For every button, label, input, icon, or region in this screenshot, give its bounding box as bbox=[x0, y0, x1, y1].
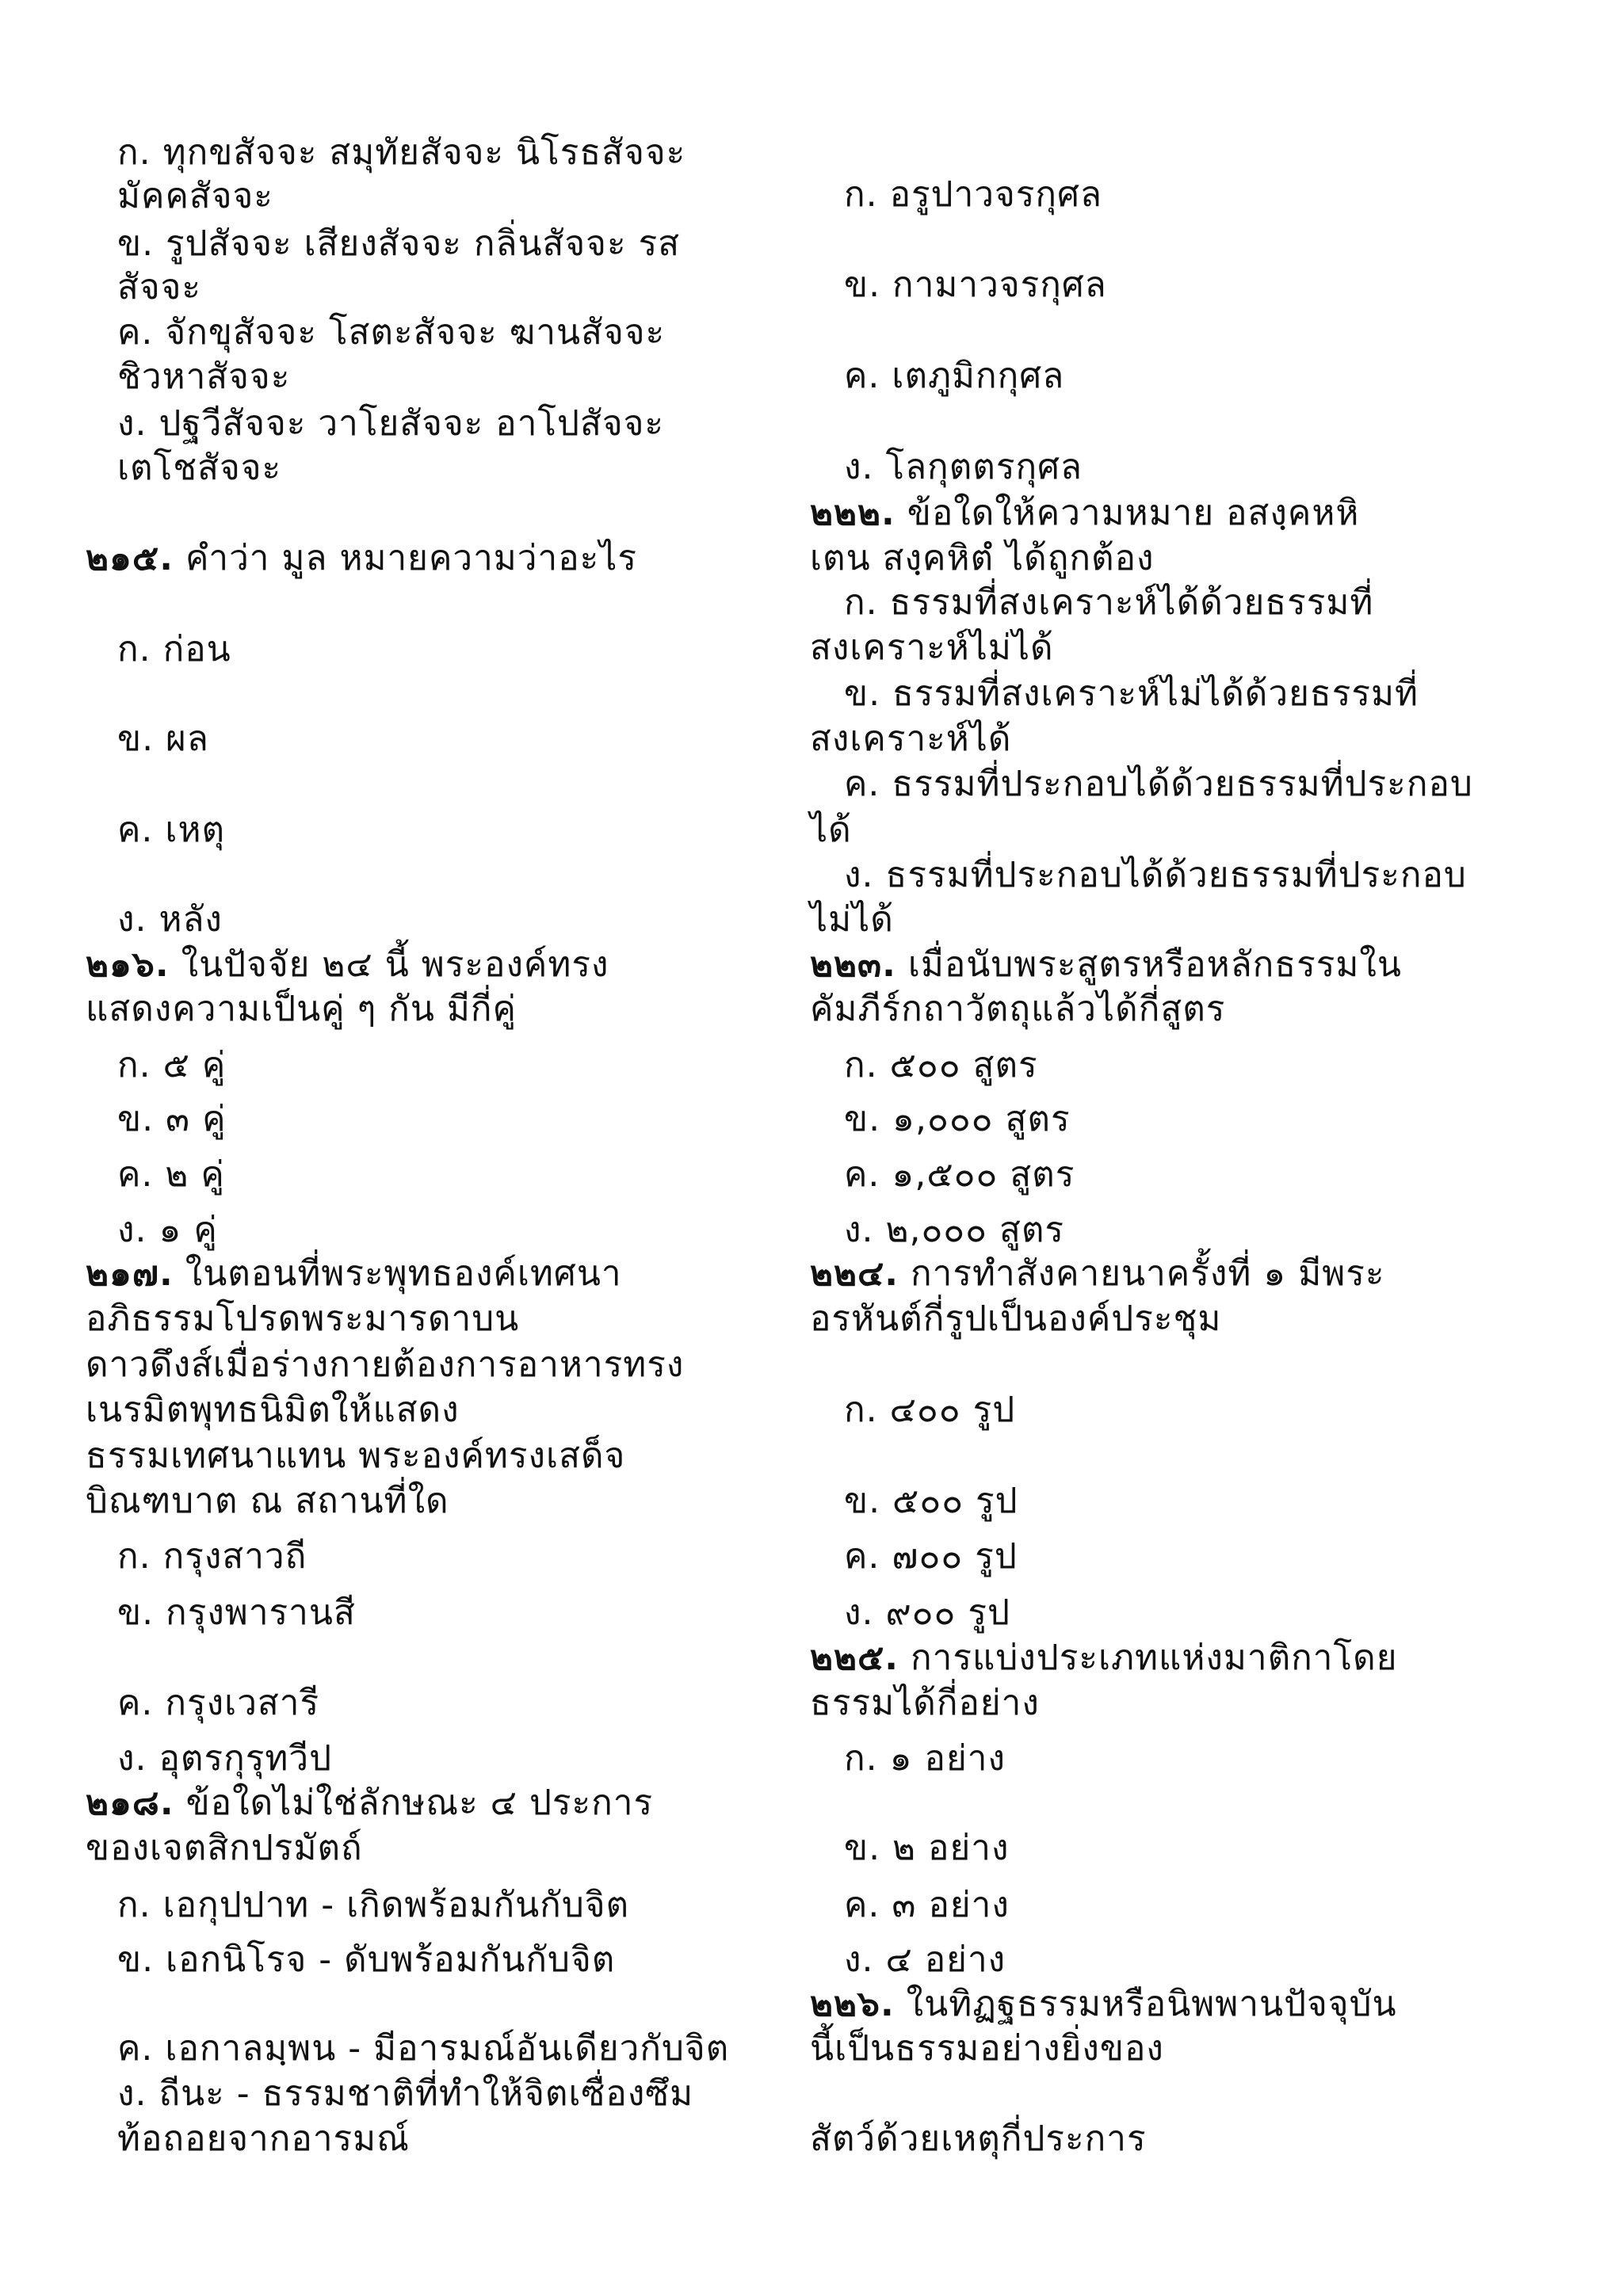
option-b: ข. ๕๐๐ รูป bbox=[844, 1481, 1018, 1521]
option-b-cont: สงเคราะห์ได้ bbox=[810, 719, 1012, 759]
question-223 bbox=[810, 943, 1402, 987]
question-text-cont: แสดงความเป็นคู่ ๆ กัน มีกี่คู่ bbox=[86, 989, 517, 1029]
option-b: ข. รูปสัจจะ เสียงสัจจะ กลิ่นสัจจะ รส bbox=[117, 223, 681, 264]
option-a: ก. ๑ อย่าง bbox=[844, 1738, 1006, 1779]
question-number: ๒๑๗. bbox=[86, 1253, 174, 1294]
option-a: ก. ๔๐๐ รูป bbox=[844, 1390, 1016, 1430]
question-text-cont: อรหันต์กี่รูปเป็นองค์ประชุม bbox=[810, 1299, 1222, 1339]
question-number: ๒๒๓. bbox=[810, 944, 896, 985]
question-text: การทำสังคายนาครั้งที่ ๑ มีพระ bbox=[911, 1253, 1385, 1294]
option-d: ง. หลัง bbox=[117, 899, 223, 940]
question-225 bbox=[810, 1636, 1398, 1680]
question-text-cont: นี้เป็นธรรมอย่างยิ่งของ bbox=[810, 2028, 1164, 2069]
question-text-cont: คัมภีร์กถาวัตถุแล้วได้กี่สูตร bbox=[810, 989, 1226, 1029]
option-a: ก. ๕ คู่ bbox=[117, 1045, 227, 1085]
option-d-cont: ท้อถอยจากอารมณ์ bbox=[117, 2119, 410, 2159]
option-b: ข. ๓ คู่ bbox=[117, 1099, 227, 1139]
question-text: การแบ่งประเภทแห่งมาติกาโดย bbox=[911, 1638, 1398, 1678]
question-215 bbox=[86, 536, 637, 581]
option-c: ค. ธรรมที่ประกอบได้ด้วยธรรมที่ประกอบ bbox=[844, 764, 1473, 804]
question-text-cont: เนรมิตพุทธนิมิตให้แสดง bbox=[86, 1390, 460, 1430]
question-number: ๒๒๖. bbox=[810, 1984, 895, 2024]
option-d: ง. ธรรมที่ประกอบได้ด้วยธรรมที่ประกอบ bbox=[844, 855, 1467, 895]
question-text-cont: ธรรมได้กี่อย่าง bbox=[810, 1683, 1040, 1723]
option-d: ง. ๙๐๐ รูป bbox=[844, 1592, 1010, 1633]
option-d: ง. โลกุตตรกุศล bbox=[844, 447, 1083, 487]
question-text-cont: อภิธรรมโปรดพระมารดาบน bbox=[86, 1299, 520, 1339]
question-number: ๒๑๕. bbox=[86, 538, 174, 578]
option-a-cont: มัคคสัจจะ bbox=[117, 176, 273, 216]
option-c: ค. ๑,๕๐๐ สูตร bbox=[844, 1154, 1075, 1195]
option-a: ก. กรุงสาวถี bbox=[117, 1536, 307, 1577]
option-d: ง. อุตรกุรุทวีป bbox=[117, 1738, 333, 1779]
option-d: ง. ๒,๐๐๐ สูตร bbox=[844, 1210, 1065, 1250]
question-text: ในปัจจัย ๒๔ นี้ พระองค์ทรง bbox=[181, 944, 609, 985]
question-text: คำว่า มูล หมายความว่าอะไร bbox=[185, 538, 638, 578]
question-216 bbox=[86, 943, 609, 987]
question-text-cont: ดาวดึงส์เมื่อร่างกายต้องการอาหารทรง bbox=[86, 1344, 685, 1385]
question-text-cont: ธรรมเทศนาแทน พระองค์ทรงเสด็จ bbox=[86, 1436, 626, 1476]
question-number: ๒๑๖. bbox=[86, 944, 170, 985]
question-number: ๒๒๕. bbox=[810, 1638, 899, 1678]
option-c: ค. เตภูมิกกุศล bbox=[844, 356, 1065, 396]
option-b: ข. ผล bbox=[117, 719, 209, 759]
option-c: ค. ๒ คู่ bbox=[117, 1154, 225, 1195]
question-number: ๒๑๘. bbox=[86, 1783, 174, 1823]
question-number: ๒๒๒. bbox=[810, 493, 896, 533]
question-224 bbox=[810, 1252, 1385, 1296]
option-a: ก. ทุกขสัจจะ สมุทัยสัจจะ นิโรธสัจจะ bbox=[117, 132, 686, 173]
option-c-cont: ชิวหาสัจจะ bbox=[117, 357, 291, 397]
question-text-cont: เตน สงฺคหิตํ ได้ถูกต้อง bbox=[810, 538, 1155, 578]
option-d: ง. ปฐวีสัจจะ วาโยสัจจะ อาโปสัจจะ bbox=[117, 403, 665, 444]
question-text: ในตอนที่พระพุทธองค์เทศนา bbox=[185, 1253, 622, 1294]
option-c: ค. กรุงเวสารี bbox=[117, 1683, 320, 1723]
question-text-cont: บิณฑบาต ณ สถานที่ใด bbox=[86, 1481, 449, 1521]
question-217 bbox=[86, 1252, 622, 1296]
option-a: ก. เอกุปปาท - เกิดพร้อมกันกับจิต bbox=[117, 1885, 630, 1925]
option-d: ง. ๑ คู่ bbox=[117, 1210, 218, 1250]
option-c: ค. เหตุ bbox=[117, 810, 226, 850]
option-a-cont: สงเคราะห์ไม่ได้ bbox=[810, 627, 1054, 668]
option-b: ข. ๑,๐๐๐ สูตร bbox=[844, 1099, 1071, 1139]
option-a: ก. ๕๐๐ สูตร bbox=[844, 1045, 1038, 1085]
option-b: ข. กรุงพารานสี bbox=[117, 1592, 356, 1633]
question-226 bbox=[810, 1982, 1397, 2027]
option-d: ง. ถีนะ - ธรรมชาติที่ทำให้จิตเซื่องซึม bbox=[117, 2073, 694, 2114]
option-c: ค. จักขุสัจจะ โสตะสัจจะ ฆานสัจจะ bbox=[117, 312, 666, 353]
question-text: เมื่อนับพระสูตรหรือหลักธรรมใน bbox=[907, 944, 1402, 985]
option-b: ข. กามาวจรกุศล bbox=[844, 265, 1107, 305]
question-text-cont: ของเจตสิกปรมัตถ์ bbox=[86, 1828, 363, 1868]
option-a: ก. ธรรมที่สงเคราะห์ได้ด้วยธรรมที่ bbox=[844, 582, 1374, 623]
question-text: ข้อใดให้ความหมาย อสงฺคหหิ bbox=[907, 493, 1360, 533]
option-c: ค. ๗๐๐ รูป bbox=[844, 1536, 1018, 1577]
option-b: ข. ธรรมที่สงเคราะห์ไม่ได้ด้วยธรรมที่ bbox=[844, 673, 1419, 714]
option-b: ข. ๒ อย่าง bbox=[844, 1828, 1010, 1868]
option-b-cont: สัจจะ bbox=[117, 267, 202, 307]
question-text: ในทิฏฐธรรมหรือนิพพานปัจจุบัน bbox=[906, 1984, 1397, 2024]
option-d: ง. ๔ อย่าง bbox=[844, 1939, 1006, 1980]
option-c: ค. เอกาลมฺพน - มีอารมณ์อันเดียวกับจิต bbox=[117, 2028, 730, 2069]
option-d-cont: ไม่ได้ bbox=[810, 899, 894, 940]
option-c: ค. ๓ อย่าง bbox=[844, 1885, 1010, 1925]
option-c-cont: ได้ bbox=[810, 810, 852, 850]
question-number: ๒๒๔. bbox=[810, 1253, 899, 1294]
question-text-cont: สัตว์ด้วยเหตุกี่ประการ bbox=[810, 2119, 1147, 2159]
question-218 bbox=[86, 1781, 653, 1825]
option-b: ข. เอกนิโรจ - ดับพร้อมกันกับจิต bbox=[117, 1939, 616, 1980]
option-d-cont: เตโชสัจจะ bbox=[117, 448, 282, 488]
option-a: ก. ก่อน bbox=[117, 629, 231, 669]
question-222 bbox=[810, 491, 1359, 536]
question-text: ข้อใดไม่ใช่ลักษณะ ๔ ประการ bbox=[185, 1783, 654, 1823]
option-a: ก. อรูปาวจรกุศล bbox=[844, 174, 1102, 215]
